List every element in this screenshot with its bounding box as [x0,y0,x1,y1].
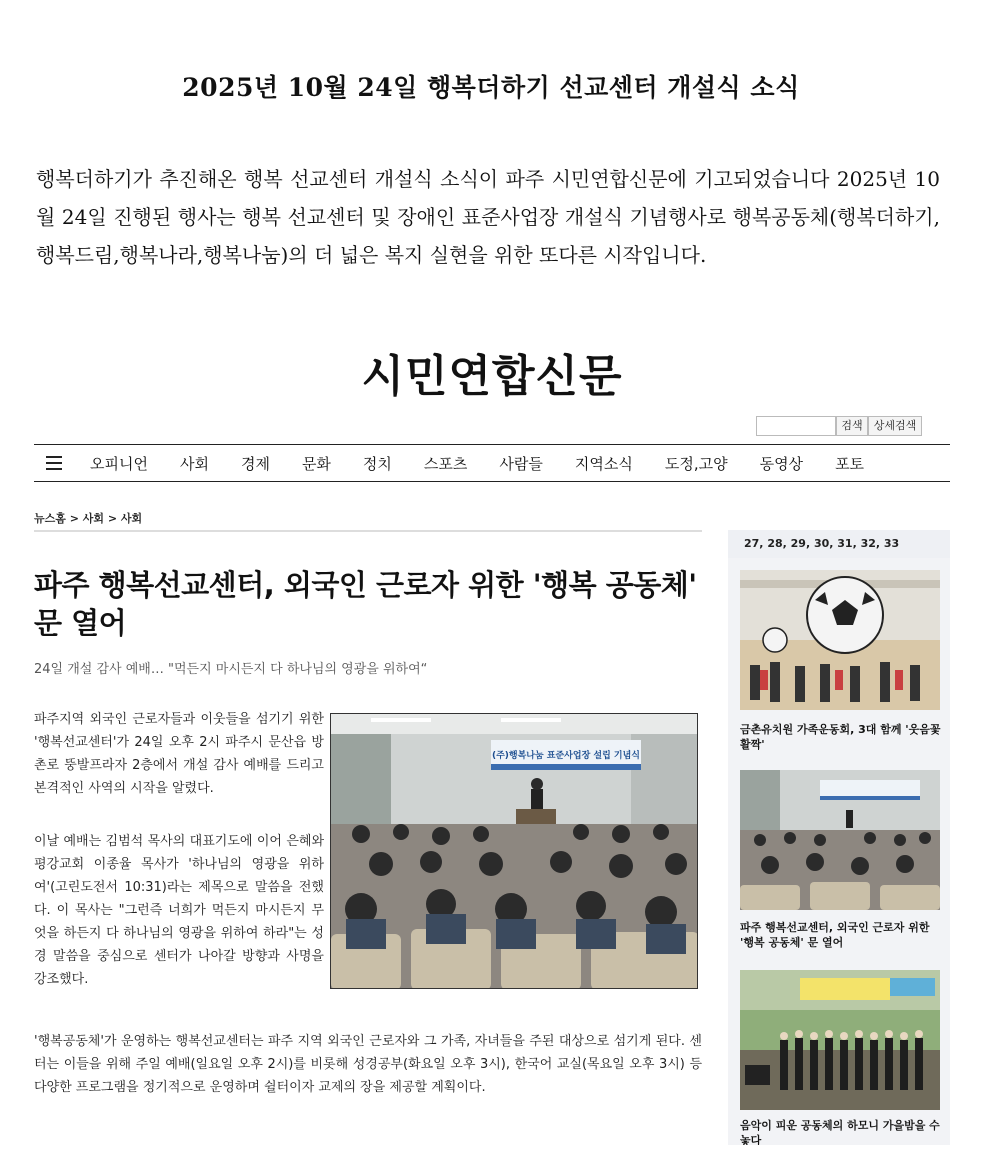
article-subhead: 24일 개설 감사 예배… "먹든지 마시든지 다 하나님의 영광을 위하여“ [34,662,428,677]
newspaper-clipping [34,330,950,1145]
nav-item-economy[interactable]: 경제 [240,454,270,473]
search-button[interactable]: 검색 [836,416,868,436]
nav-item-sports[interactable]: 스포츠 [423,454,468,473]
nav-item-video[interactable]: 동영상 [759,454,804,473]
nav-item-people[interactable]: 사람들 [499,454,543,473]
advanced-search-button[interactable]: 상세검색 [868,416,922,436]
sidebar-caption-1[interactable]: 금촌유치원 가족운동회, 3대 함께 '웃음꽃 활짝' [740,723,941,751]
divider [34,530,702,532]
category-nav [34,444,950,482]
nav-item-opinion[interactable]: 오피니언 [90,454,148,473]
sidebar-caption-2[interactable]: 파주 행복선교센터, 외국인 근로자 위한 '행복 공동체' 문 열어 [740,921,930,949]
article-headline: 파주 행복선교센터, 외국인 근로자 위한 '행복 공동체' 문 열어 [34,568,697,640]
article-paragraph-1: 파주지역 외국인 근로자들과 이웃들을 섬기기 위한 '행복선교센터'가 24일 오후 2시 파주시 문산읍 방촌로 뚱발프라자 2층에서 개설 감사 예배를 드리고 본격적인 사역의 시작을 알렸다. [34,712,324,796]
nav-item-politics[interactable]: 정치 [362,454,392,473]
breadcrumb[interactable]: 뉴스홈 > 사회 > 사회 [34,512,143,525]
nav-item-province-goyang[interactable]: 도정,고양 [664,454,728,473]
sidebar-thumbnail-1[interactable] [740,570,940,710]
sidebar [728,530,950,1145]
photo-banner-text: (주)행복나눔 표준사업장 설립 기념식 [491,751,641,761]
sidebar-thumbnail-3[interactable] [740,970,940,1110]
intro-paragraph: 행복더하기가 추진해온 행복 선교센터 개설식 소식이 파주 시민연합신문에 기고되었습니다 2025년 10월 24일 진행된 행사는 행복 선교센터 및 장애인 표준사업장 개설식 기념행사로 행복공동체(행복더하기,행복드림,행복나라,행복나눔)의 더 넓은 복지 실현을 위한 또다른 시작입니다. [36,167,940,267]
hamburger-menu-icon[interactable] [34,445,74,481]
sidebar-thumbnail-2[interactable] [740,770,940,910]
nav-item-society[interactable]: 사회 [179,454,209,473]
sidebar-caption-3[interactable]: 음악이 피운 공동체의 하모니 가을밤을 수놓다 [740,1119,940,1145]
sidebar-page-tabs[interactable]: 27, 28, 29, 30, 31, 32, 33 [728,530,950,558]
search-input[interactable] [756,416,836,436]
nav-item-culture[interactable]: 문화 [301,454,331,473]
article-paragraph-3: '행복공동체'가 운영하는 행복선교센터는 파주 지역 외국인 근로자와 그 가족, 자녀들을 주된 대상으로 섬기게 된다. 센터는 이들을 위해 주일 예배(일요일 오후 2시)를 비롯해 성경공부(화요일 오후 3시), 한국어 교실(목요일 오후 3시) 등 다양한 프로그램을 정기적으로 운영하며 쉴터이자 교제의 장을 제공할 계획이다. [34,1034,702,1095]
document-title: 2025년 10월 24일 행복더하기 선교센터 개설식 소식 [182,73,800,102]
article-photo [330,713,698,989]
nav-item-local-news[interactable]: 지역소식 [574,454,633,473]
newspaper-masthead: 시민연합신문 [361,351,623,402]
article-paragraph-2: 이날 예배는 김범석 목사의 대표기도에 이어 은혜와 평강교회 이종율 목사가 '하나님의 영광을 위하여'(고린도전서 10:31)라는 제목으로 말씀을 전했다. 이 목사는 "그런즉 너희가 먹든지 마시든지 무엇을 하든지 다 하나님의 영광을 위하여 하라"는 성경 말씀을 중심으로 센터가 나아갈 방향과 사명을 강조했다. [34,834,324,987]
nav-item-photo[interactable]: 포토 [835,454,865,473]
